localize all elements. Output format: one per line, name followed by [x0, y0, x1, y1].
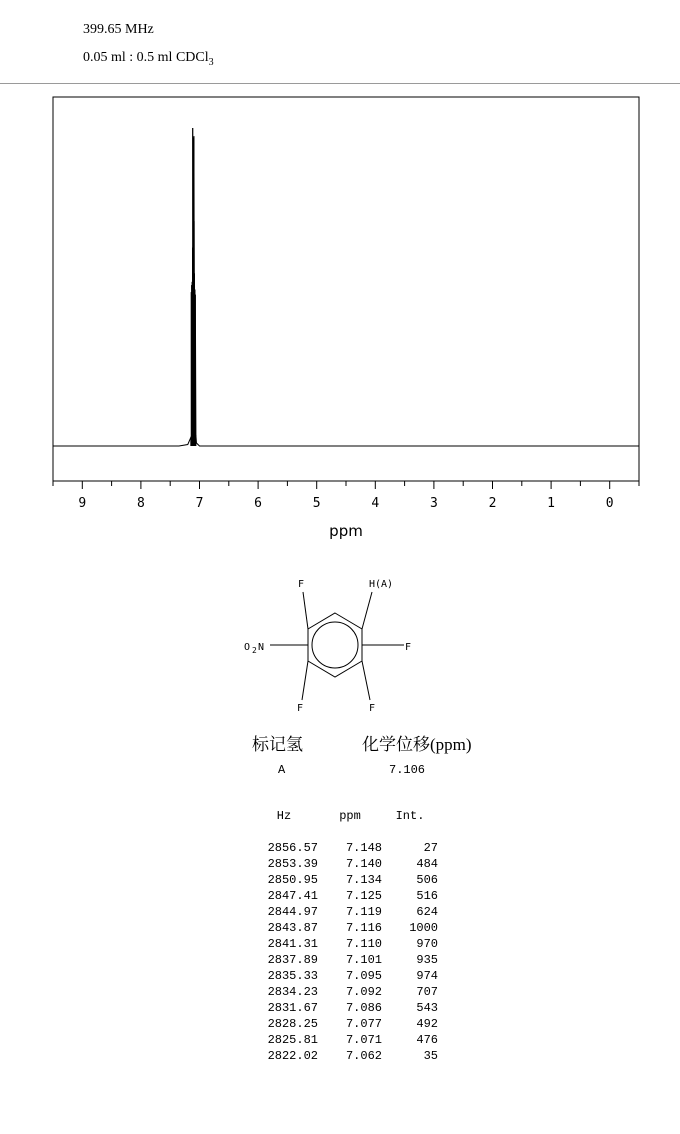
cell-hz: 2844.97 [267, 905, 318, 919]
cell-int: 476 [416, 1033, 438, 1047]
cell-ppm: 7.095 [345, 969, 382, 983]
table-row [250, 856, 438, 872]
spectrometer-frequency: 399.65 MHz [83, 22, 154, 37]
cell-int: 492 [416, 1017, 438, 1031]
x-tick-label: 4 [371, 496, 380, 511]
cell-hz: 2850.95 [267, 873, 318, 887]
x-axis-ticks [53, 481, 639, 489]
atom-label-f3: F [369, 703, 376, 714]
x-tick-label: 0 [605, 496, 614, 511]
cell-hz: 2835.33 [267, 969, 318, 983]
table-row [250, 1048, 438, 1064]
cell-ppm: 7.062 [345, 1049, 382, 1063]
cell-int: 707 [416, 985, 438, 999]
table-row [250, 920, 438, 936]
table-row [250, 840, 438, 856]
x-tick-label: 9 [78, 496, 87, 511]
cell-int: 27 [423, 841, 438, 855]
cell-ppm: 7.071 [345, 1033, 382, 1047]
sample-text: 0.05 ml : 0.5 ml CDCl [83, 50, 209, 65]
cell-ppm: 7.148 [345, 841, 382, 855]
bond-c5-f [302, 661, 308, 700]
cell-hz: 2841.31 [267, 937, 318, 951]
peak-table [250, 808, 438, 1064]
cell-ppm: 7.134 [345, 873, 382, 887]
assignment-shift: 7.106 [389, 763, 426, 777]
cell-ppm: 7.110 [345, 937, 382, 951]
cell-ppm: 7.092 [345, 985, 382, 999]
table-row [250, 1032, 438, 1048]
cell-hz: 2825.81 [267, 1033, 318, 1047]
x-tick-label: 5 [312, 496, 321, 511]
atom-label-h: H(A) [369, 579, 394, 590]
cell-hz: 2856.57 [267, 841, 318, 855]
atom-label-f4: F [297, 703, 304, 714]
molecule-structure [270, 592, 404, 700]
x-tick-label: 6 [254, 496, 263, 511]
spectrum-peaks [191, 128, 196, 446]
cell-hz: 2822.02 [267, 1049, 318, 1063]
cell-int: 935 [416, 953, 438, 967]
cell-ppm: 7.086 [345, 1001, 382, 1015]
cell-int: 35 [423, 1049, 438, 1063]
cell-hz: 2847.41 [267, 889, 318, 903]
cell-hz: 2837.89 [267, 953, 318, 967]
cell-int: 543 [416, 1001, 438, 1015]
cell-ppm: 7.125 [345, 889, 382, 903]
x-axis-tick-labels [78, 496, 613, 511]
atom-label-sub2: 2 [252, 646, 257, 655]
atom-label-f1: F [298, 579, 305, 590]
cell-hz: 2853.39 [267, 857, 318, 871]
spectrum-line [53, 128, 639, 446]
cell-int: 970 [416, 937, 438, 951]
assignment-label: A [278, 763, 286, 777]
cell-int: 506 [416, 873, 438, 887]
atom-label-f2: F [405, 642, 412, 653]
plot-frame [53, 97, 639, 481]
aromatic-circle [312, 622, 358, 668]
bond-c4-f [362, 661, 370, 700]
x-tick-label: 8 [136, 496, 145, 511]
table-row [250, 872, 438, 888]
assignment-header-shift: 化学位移(ppm) [362, 735, 472, 754]
cell-ppm: 7.101 [345, 953, 382, 967]
peak-table-body [250, 840, 438, 1064]
table-row [250, 904, 438, 920]
cell-int: 484 [416, 857, 438, 871]
table-row [250, 888, 438, 904]
cell-int: 974 [416, 969, 438, 983]
sample-subscript: 3 [208, 56, 214, 68]
table-row [250, 1016, 438, 1032]
cell-hz: 2843.87 [267, 921, 318, 935]
table-row [250, 936, 438, 952]
molecule-labels [244, 579, 411, 714]
assignment-header-label: 标记氢 [252, 735, 303, 754]
x-tick-label: 2 [488, 496, 497, 511]
cell-hz: 2834.23 [267, 985, 318, 999]
atom-label-o: O [244, 642, 251, 653]
table-row [250, 1000, 438, 1016]
table-row [250, 984, 438, 1000]
cell-int: 516 [416, 889, 438, 903]
cell-ppm: 7.116 [345, 921, 382, 935]
cell-int: 1000 [409, 921, 438, 935]
x-axis-label: ppm [329, 522, 363, 540]
bond-c1-f [303, 592, 308, 629]
cell-ppm: 7.119 [345, 905, 382, 919]
bond-c2-h [362, 592, 372, 629]
x-tick-label: 3 [429, 496, 438, 511]
header-hz: Hz [276, 809, 292, 823]
cell-int: 624 [416, 905, 438, 919]
peak-table-header [250, 808, 438, 824]
atom-label-n: N [258, 642, 265, 653]
table-row [250, 952, 438, 968]
cell-ppm: 7.077 [345, 1017, 382, 1031]
benzene-ring [308, 613, 362, 677]
x-tick-label: 1 [547, 496, 556, 511]
header-int: Int. [395, 809, 425, 823]
x-tick-label: 7 [195, 496, 204, 511]
header-ppm: ppm [339, 809, 361, 823]
table-row [250, 968, 438, 984]
cell-hz: 2831.67 [267, 1001, 318, 1015]
cell-hz: 2828.25 [267, 1017, 318, 1031]
cell-ppm: 7.140 [345, 857, 382, 871]
